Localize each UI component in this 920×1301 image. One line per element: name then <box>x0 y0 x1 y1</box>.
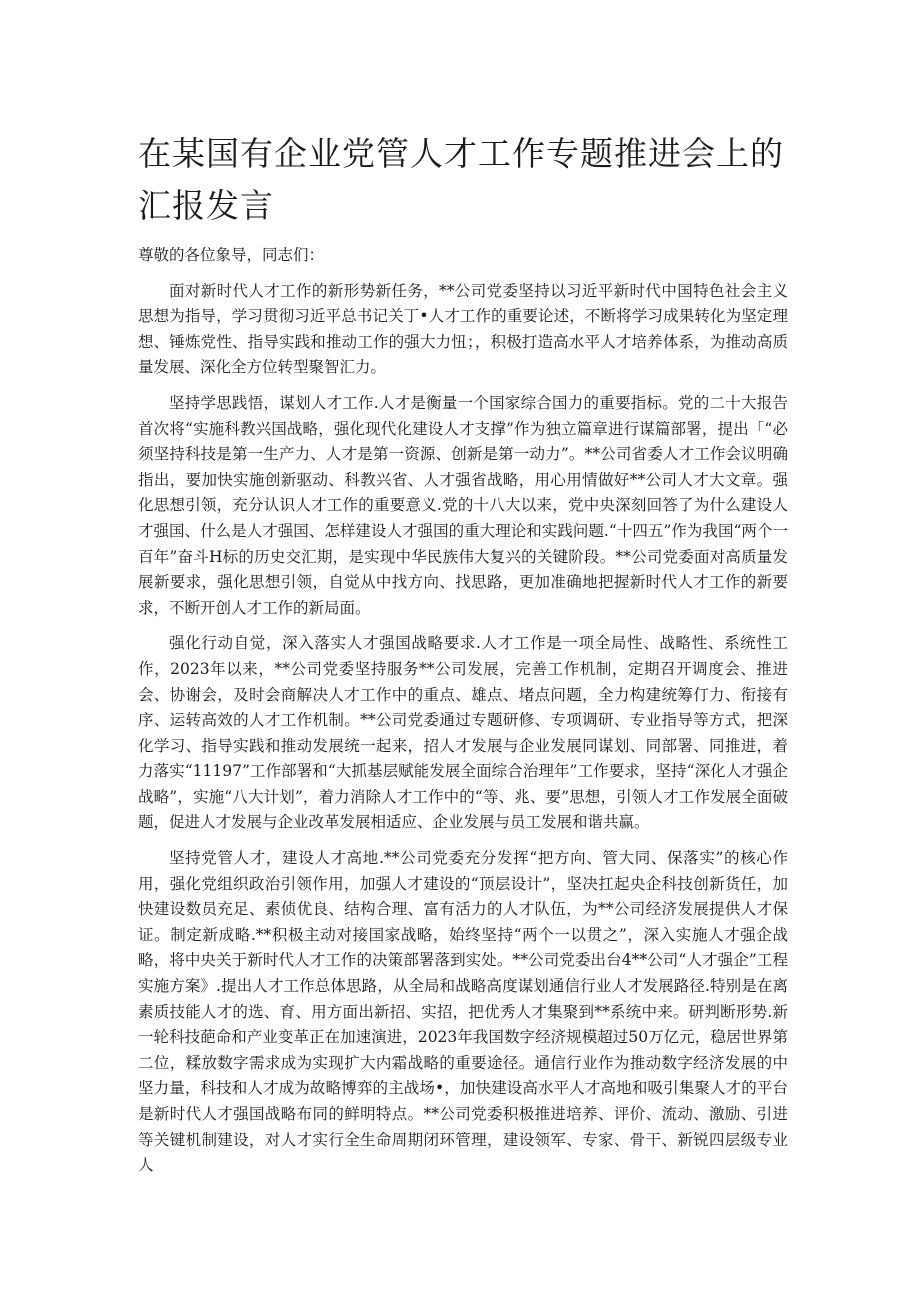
document-title: 在某国有企业党管人才工作专题推进会上的汇报发言 <box>138 134 784 225</box>
document-body <box>138 243 788 1189</box>
paragraph-action: 强化行动自觉，深入落实人才强国战略要求.人才工作是一项全局性、战略性、系统性工作，2023年以来，**公司党委坚持服务**公司发展，完善工作机制，定期召开调度会、推进会、协谢会，及时会商解决人才工作中的重点、雄点、堵点问题，全力构建统筹仃力、衔接有序、运转高效的人才工作机制。**公司党委通过专题研修、专项调研、专业指导等方式，把深化学习、指导实践和推动发展统一起来，招人才发展与企业发展同谋划、同部署、同推进，着力落实“11197”工作部署和“大抓基层赋能发展全面综合治理年”工作要求，坚持“深化人才强企战略”，实施“八大计划”，着力消除人才工作中的“等、兆、要”思想，引领人才工作发展全面破题，促进人才发展与企业改革发展相适应、企业发展与员工发展和谐共赢。 <box>138 634 788 832</box>
salutation: 尊敬的各位象导，同志们： <box>138 246 325 264</box>
paragraph-study-practice: 坚持学思践悟，谋划人才工作.人才是衡量一个国家综合国力的重要指标。党的二十大报告首次将“实施科教兴国战略，强化现代化建设人才支撑”作为独立篇章进行谋篇部署，提出「“必须坚持科技是第一生产力、人才是第一资源、创新是第一动力”。**公司省委人才工作会议明确指出，要加快实施创新驱动、科教兴省、人才强省战略，用心用情做好**公司人才大文章。强化思想引领，充分认识人才工作的重要意义.党的十八大以来，党中央深刻回答了为什么建设人才强国、什么是人才强国、怎样建设人才强国的重大理论和实践问题.“十四五”作为我国“两个一百年”奋斗H标的历史交汇期，是实现中华民族伟大复兴的关键阶段。**公司党委面对高质量发展新要求，强化思想引领，自觉从中找方向、找思路，更加准确地把握新时代人才工作的新要求，不断开创人才工作的新局面。 <box>138 393 788 617</box>
paragraph-intro: 面对新时代人才工作的新形势新任务，**公司党委坚持以习近平新时代中国特色社会主义思想为指导，学习贯彻习近平总书记关丁•人才工作的重要论述，不断将学习成果转化为坚定理想、锤炼党性、指导实践和推动工作的强大力忸；，积极打造高水平人才培养体系，为推动高质量发展、深化全方位转型聚智汇力。 <box>138 281 788 377</box>
paragraph-talent-highland: 坚持党管人才，建设人才高地.**公司党委充分发挥“把方向、管大同、保落实”的核心作用，强化党组织政治引领作用，加强人才建设的“顶层设计”，坚决扛起央企科技创新货任，加快建设数员充足、素侦优良、结构合理、富有活力的人才队伍，为**公司经济发展提供人才保证。制定新成略.**积极主动对接国家战略，始终坚持“两个一以贯之”，深入实施人才强企战略，将中央关于新时代人才工作的决策部署落到实处。**公司党委出台4**公司“人才强企”工程实施方案》.提出人才工作总体思路，从全局和战略高度谋划通信行业人才发展路径.特别是在离素质技能人才的选、育、用方面出新招、实招，把优秀人才集聚到**系统中来。研判断形势.新一轮科技葩命和产业变革正在加速演进，2023年我国数字经济规模超过50万亿元，稳居世界第二位，糅放数字需求成为实现扩大内霜战略的重要途径。通信行业作为推动数字经济发展的中坚力量，科技和人才成为故略博弈的主战场•，加快建设高水平人才高地和吸引集聚人才的平台是新时代人才强国战略布同的鲜明特点。**公司党委积极推进培养、评价、流动、激励、引进等关键机制建设，对人才实行全生命周期闭环管理，建设领军、专家、骨干、新锐四层级专业人 <box>138 849 788 1175</box>
